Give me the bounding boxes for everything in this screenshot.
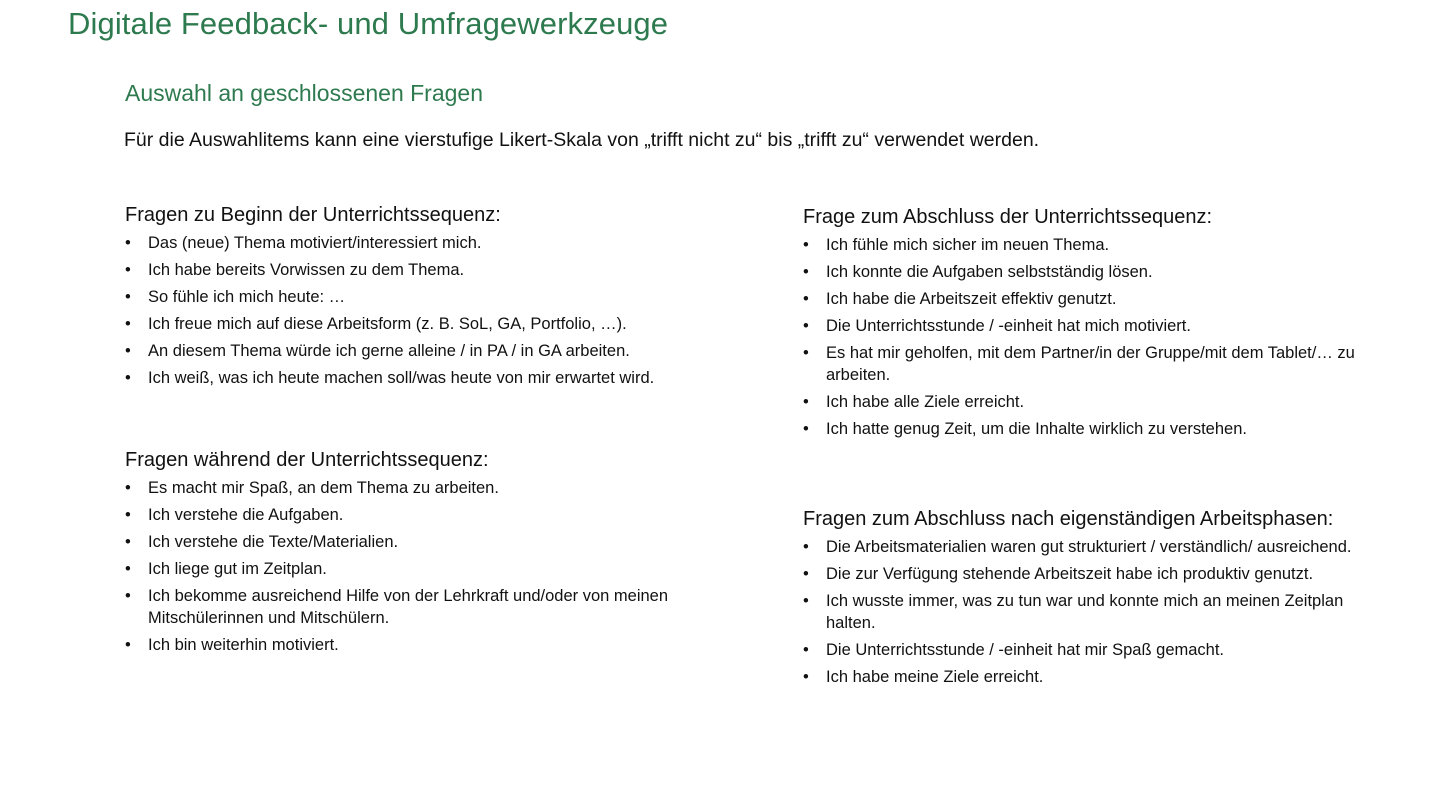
list-item: • Ich habe alle Ziele erreicht. [803, 391, 1383, 413]
list-item: • Ich bekomme ausreichend Hilfe von der Lehrkraft und/oder von meinen Mitschülerinnen und Mitschülern. [125, 585, 685, 629]
section-begin [125, 204, 705, 394]
list-item: • Es macht mir Spaß, an dem Thema zu arbeiten. [125, 477, 685, 499]
list-item: • Es hat mir geholfen, mit dem Partner/in der Gruppe/mit dem Tablet/… zu arbeiten. [803, 342, 1383, 386]
section-end [803, 206, 1383, 445]
list-item: • Die Unterrichtsstunde / -einheit hat mir Spaß gemacht. [803, 639, 1393, 661]
section-phases [803, 508, 1393, 693]
section-end-list [803, 234, 1383, 440]
list-item: • Ich liege gut im Zeitplan. [125, 558, 685, 580]
list-item: • Ich wusste immer, was zu tun war und konnte mich an meinen Zeitplan halten. [803, 590, 1393, 634]
section-phases-list [803, 536, 1393, 688]
section-end-heading: Frage zum Abschluss der Unterrichtssequenz: [803, 206, 1213, 228]
page-title: Digitale Feedback- und Umfragewerkzeuge [68, 6, 669, 41]
section-subtitle: Auswahl an geschlossenen Fragen [125, 80, 484, 106]
list-item: • Ich habe die Arbeitszeit effektiv genutzt. [803, 288, 1383, 310]
list-item: • Ich habe meine Ziele erreicht. [803, 666, 1393, 688]
list-item: • Ich verstehe die Aufgaben. [125, 504, 685, 526]
section-begin-list [125, 232, 705, 389]
list-item: • An diesem Thema würde ich gerne alleine / in PA / in GA arbeiten. [125, 340, 705, 362]
list-item: • So fühle ich mich heute: … [125, 286, 705, 308]
list-item: • Ich verstehe die Texte/Materialien. [125, 531, 685, 553]
intro-text: Für die Auswahlitems kann eine vierstufige Likert-Skala von „trifft nicht zu“ bis „trifft zu“ verwendet werden. [124, 129, 1040, 151]
list-item: • Die Unterrichtsstunde / -einheit hat mich motiviert. [803, 315, 1383, 337]
list-item: • Ich bin weiterhin motiviert. [125, 634, 685, 656]
list-item: • Ich konnte die Aufgaben selbstständig lösen. [803, 261, 1383, 283]
section-during [125, 449, 685, 661]
list-item: • Ich fühle mich sicher im neuen Thema. [803, 234, 1383, 256]
section-during-heading: Fragen während der Unterrichtssequenz: [125, 449, 489, 471]
list-item: • Die zur Verfügung stehende Arbeitszeit habe ich produktiv genutzt. [803, 563, 1393, 585]
list-item: • Ich hatte genug Zeit, um die Inhalte wirklich zu verstehen. [803, 418, 1383, 440]
list-item: • Die Arbeitsmaterialien waren gut strukturiert / verständlich/ ausreichend. [803, 536, 1393, 558]
section-begin-heading: Fragen zu Beginn der Unterrichtssequenz: [125, 204, 501, 226]
list-item: • Ich habe bereits Vorwissen zu dem Thema. [125, 259, 705, 281]
section-during-list [125, 477, 685, 656]
list-item: • Ich freue mich auf diese Arbeitsform (z. B. SoL, GA, Portfolio, …). [125, 313, 705, 335]
section-phases-heading: Fragen zum Abschluss nach eigenständigen Arbeitsphasen: [803, 508, 1334, 530]
list-item: • Das (neue) Thema motiviert/interessiert mich. [125, 232, 705, 254]
list-item: • Ich weiß, was ich heute machen soll/was heute von mir erwartet wird. [125, 367, 705, 389]
